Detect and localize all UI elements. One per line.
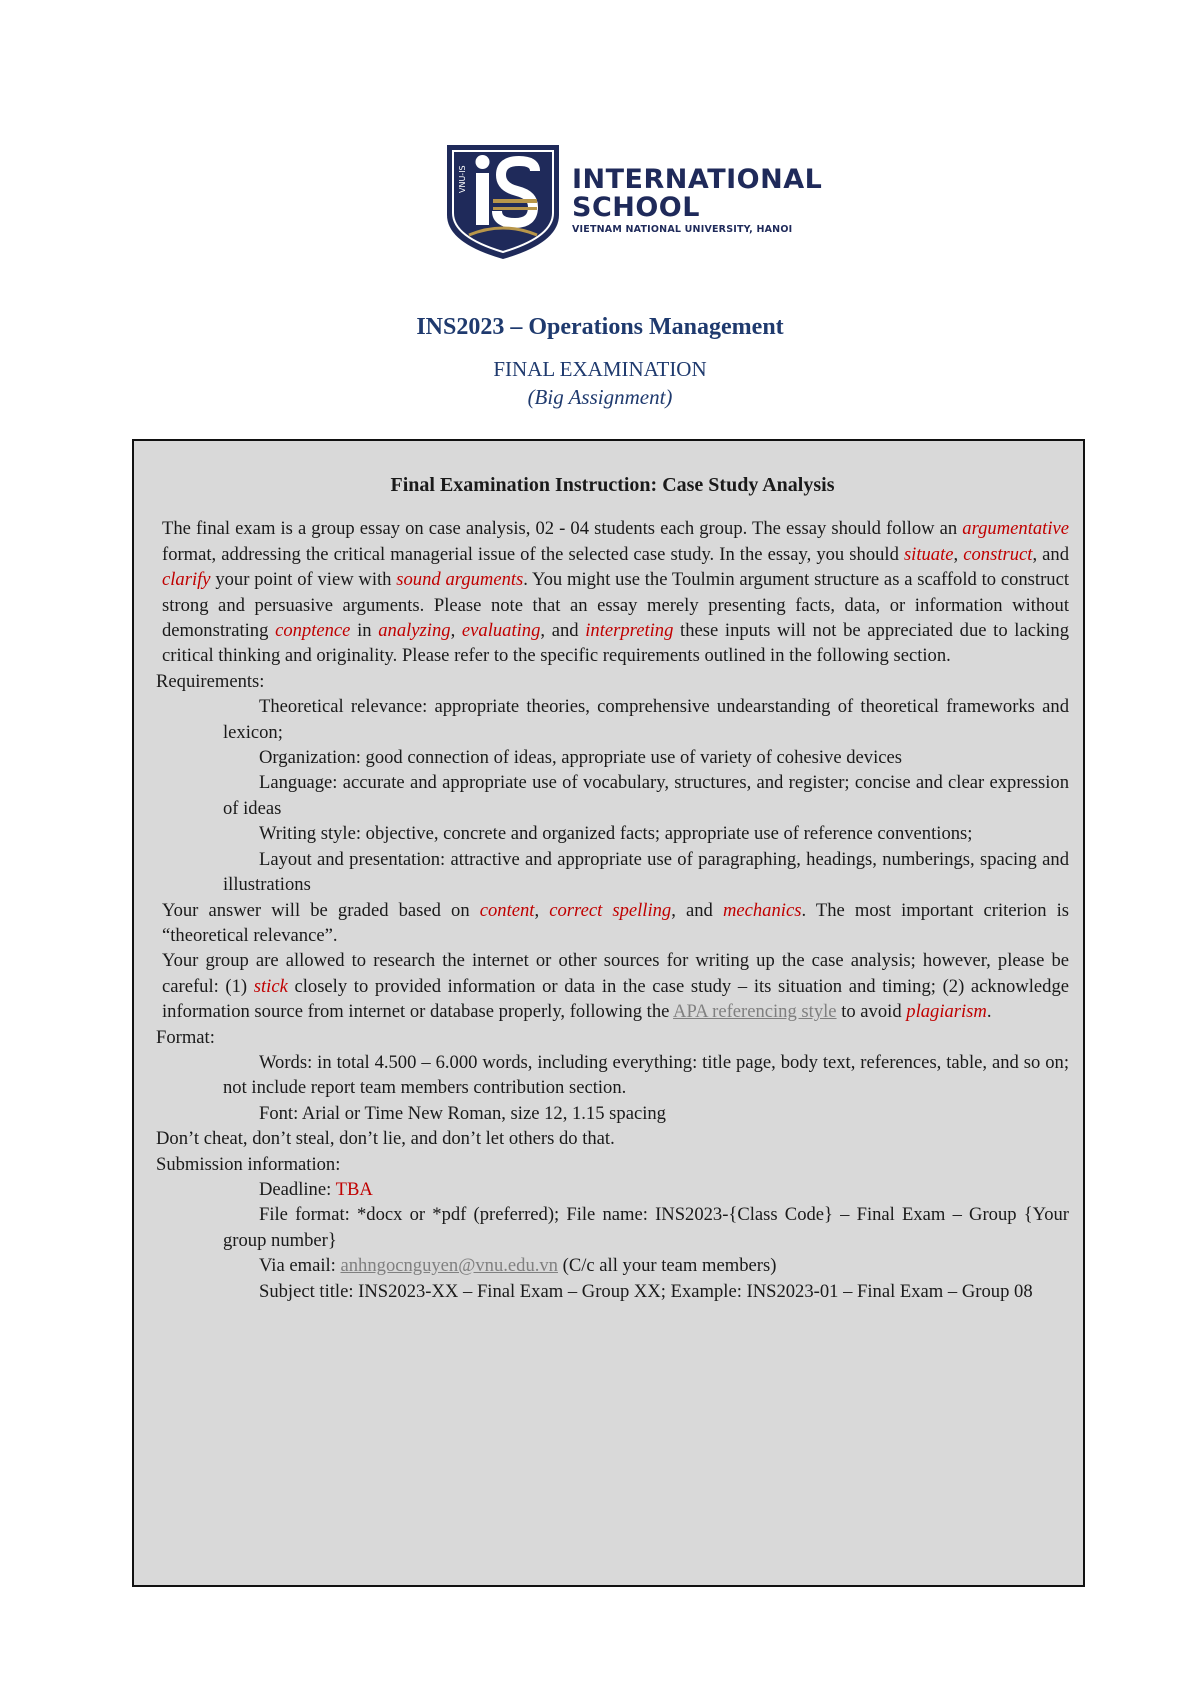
school-logo — [443, 143, 823, 261]
research-paragraph: Your group are allowed to research the internet or other sources for writing up the case analysis; however, please be careful: (1) stick closely to provided information or data in the case study – its situation and timing; (2) acknowledge information source from internet or database properly, following the APA referencing style to avoid plagiarism. — [162, 950, 1070, 1023]
keyword: clarify — [162, 569, 211, 591]
keyword: stick — [253, 975, 288, 997]
keyword: argumentative — [962, 518, 1069, 540]
requirement-item: Language: accurate and appropriate use of vocabulary, structures, and register; concise and clear expression of ideas — [223, 772, 1069, 819]
requirement-item: Organization: good connection of ideas, appropriate use of variety of cohesive devices — [259, 747, 902, 769]
email-line: Via email: anhngocnguyen@vnu.edu.vn (C/c all your team members) — [259, 1255, 777, 1277]
requirement-item: Writing style: objective, concrete and organized facts; appropriate use of reference conventions; — [259, 823, 973, 845]
keyword: evaluating — [461, 620, 541, 642]
exam-title: FINAL EXAMINATION — [493, 357, 707, 381]
keyword: analyzing — [378, 620, 451, 642]
email-link[interactable]: anhngocnguyen@vnu.edu.vn — [340, 1255, 558, 1277]
keyword: correct spelling — [549, 899, 672, 921]
grading-paragraph: Your answer will be graded based on content, correct spelling, and mechanics. The most important criterion is “theoretical relevance”. — [162, 899, 1070, 946]
requirement-item: Layout and presentation: attractive and appropriate use of paragraphing, headings, numberings, spacing and illustrations — [223, 848, 1069, 896]
subject-title: Subject title: INS2023-XX – Final Exam – Group XX; Example: INS2023-01 – Final Exam – Group 08 — [259, 1280, 1033, 1302]
format-words: Words: in total 4.500 – 6.000 words, including everything: title page, body text, references, table, and so on; not include report team members contribution section. — [223, 1051, 1069, 1099]
apa-referencing-link[interactable]: APA referencing style — [673, 1001, 837, 1023]
requirements-label: Requirements: — [156, 670, 265, 692]
deadline-value: TBA — [335, 1178, 373, 1200]
requirement-item: Theoretical relevance: appropriate theories, comprehensive undearstanding of theoretical frameworks and lexicon; — [223, 696, 1069, 743]
keyword: situate — [903, 543, 954, 565]
keyword: construct — [963, 543, 1033, 565]
school-crest-icon — [443, 143, 563, 261]
intro-paragraph: The final exam is a group essay on case analysis, 02 - 04 students each group. The essay should follow an argumentative format, addressing the critical managerial issue of the selected case study. In the essay, you should situate, construct, and clarify your point of view with sound arguments. You might use the Toulmin argument structure as a scaffold to construct strong and persuasive arguments. Please note that an essay merely presenting facts, data, or information without demonstrating conptence in analyzing, evaluating, and interpreting these inputs will not be appreciated due to lacking critical thinking and originality. Please refer to the specific requirements outlined in the following section. — [162, 518, 1070, 667]
instruction-box — [132, 439, 1085, 1587]
keyword: interpreting — [585, 620, 674, 642]
course-title: INS2023 – Operations Management — [416, 314, 784, 340]
keyword: plagiarism — [906, 1001, 987, 1023]
format-label: Format: — [156, 1026, 215, 1048]
instruction-heading: Final Examination Instruction: Case Study Analysis — [390, 474, 835, 496]
keyword: content — [479, 899, 535, 921]
keyword: mechanics — [722, 899, 802, 921]
file-format: File format: *docx or *pdf (preferred); File name: INS2023-{Class Code} – Final Exam – Group {Your group number} — [223, 1204, 1069, 1251]
logo-name-line1: INTERNATIONAL — [572, 164, 823, 195]
keyword: conptence — [275, 620, 351, 642]
keyword: sound arguments — [396, 569, 524, 591]
exam-subtitle: (Big Assignment) — [527, 385, 673, 409]
honesty-statement: Don’t cheat, don’t steal, don’t lie, and don’t let others do that. — [156, 1128, 615, 1150]
deadline-line: Deadline: TBA — [259, 1178, 373, 1200]
submission-label: Submission information: — [156, 1153, 341, 1175]
svg-text:VNU-IS: VNU-IS — [458, 165, 467, 193]
format-font: Font: Arial or Time New Roman, size 12, 1.15 spacing — [259, 1102, 666, 1124]
logo-subtitle: VIETNAM NATIONAL UNIVERSITY, HANOI — [572, 224, 793, 235]
logo-name-line2: SCHOOL — [572, 192, 700, 223]
